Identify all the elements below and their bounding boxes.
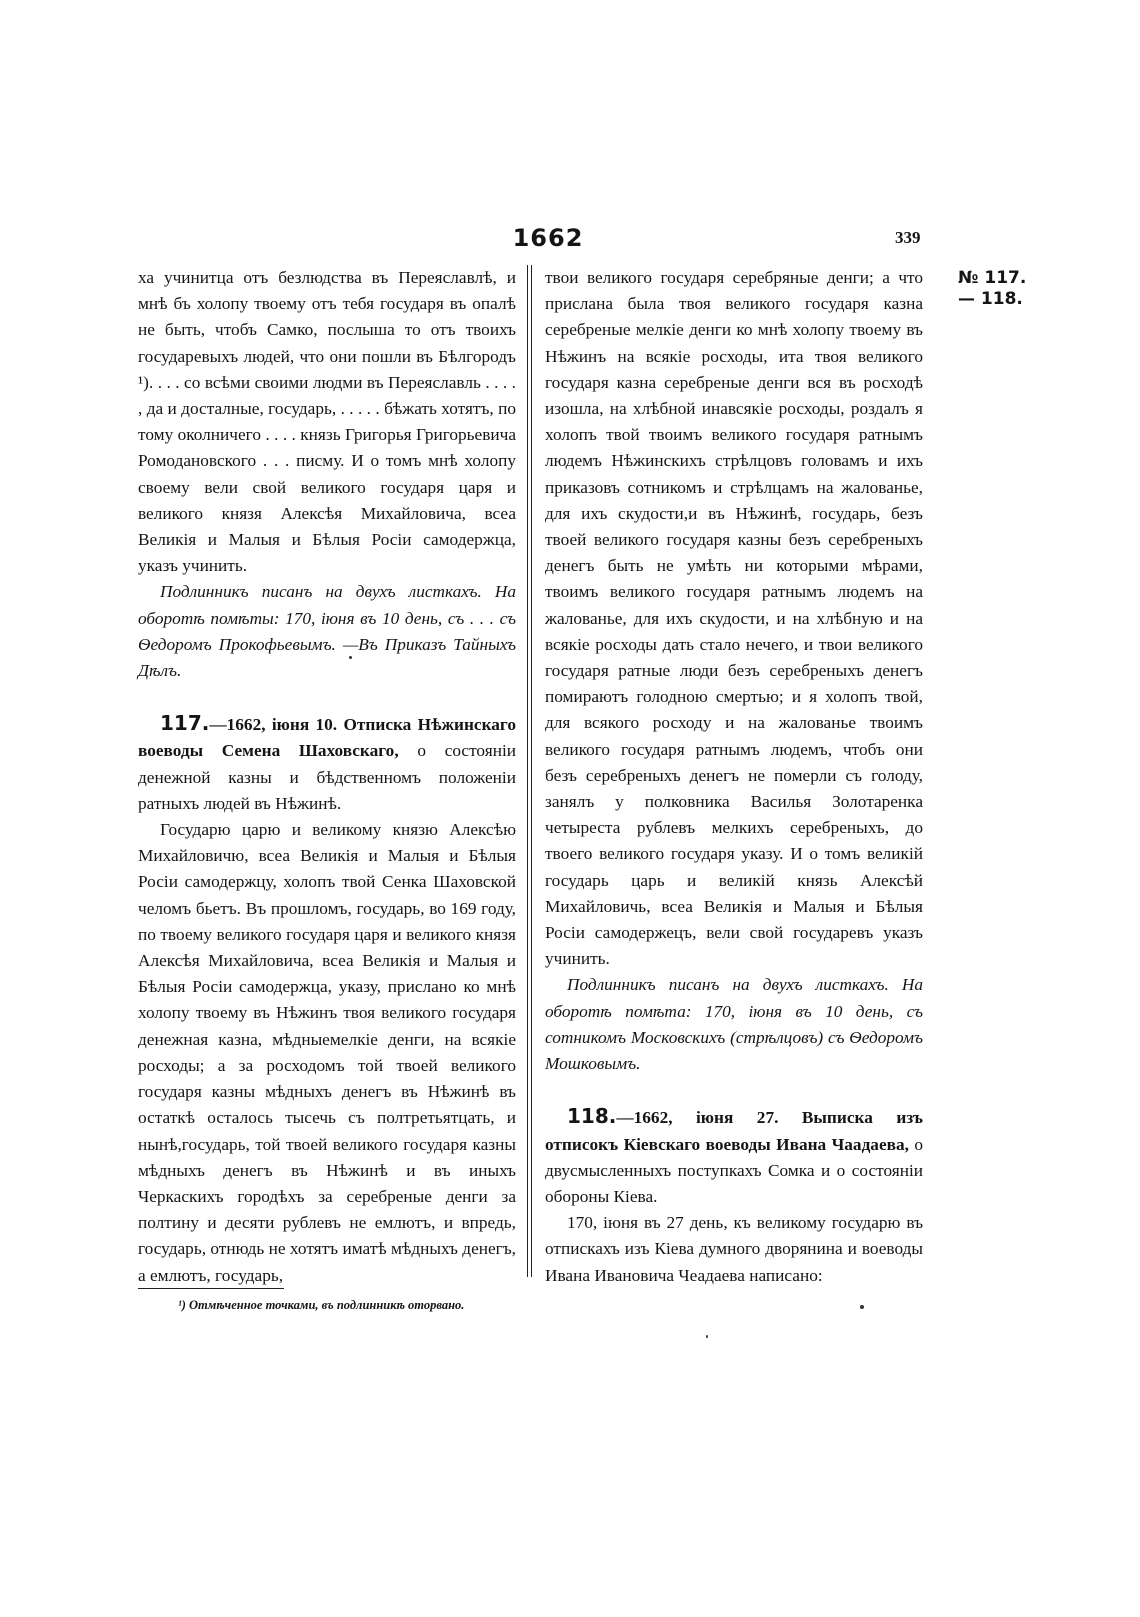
doc-118-body: 170, іюня въ 27 день, къ великому государю въ отпискахъ изъ Кіева думного дворянина и воеводы Ивана Ивановича Чеадаева написано: xyxy=(545,1213,923,1285)
doc-118-subtitle: о двусмысленныхъ поступкахъ Сомка и о состояніи обороны Кіева. xyxy=(545,1134,923,1206)
print-speck xyxy=(349,656,352,659)
right-column xyxy=(545,265,923,1289)
page-number: 339 xyxy=(895,228,921,247)
doc-118-number: 118. xyxy=(567,1104,617,1129)
spacer xyxy=(545,1077,923,1103)
continued-text: ха учинитца отъ безлюдства въ Переяславлѣ, и мнѣ бъ холопу твоему отъ тебя государя въ опалѣ не быть, чтобъ Самко, послыша то отъ твоихъ государевыхъ людей, что они пошли въ Бѣлгородъ ¹). . . . со всѣми своими людми въ Переяславль . . . . , да и досталные, государь, . . . . . бѣжать хотятъ, по тому околничего . . . . князь Григорья Григорьевича Ромодановского . . . писму. И о томъ мнѣ холопу своему вели свой великого государя царя и великого князя Алексѣя Михайловича, всеа Великія и Малыя и Бѣлыя Росіи самодержца, указъ учинить. xyxy=(138,268,516,576)
doc-117-heading xyxy=(138,710,516,817)
footnote: ¹) Отмѣченное точками, въ подлинникѣ оторвано. xyxy=(178,1298,465,1312)
page-year-header: 1662 xyxy=(512,224,584,252)
doc-117-body-left: Государю царю и великому князю Алексѣю Михайловичю, всеа Великія и Малыя и Бѣлыя Росіи самодержцу, холопъ твой Сенка Шаховской челомъ бьетъ. Въ прошломъ, государь, во 169 году, по твоему великого государя царя и великого князя Алексѣя Михайловича, всеа Великія и Малыя и Бѣлыя Росіи самодержца, указу, прислано ко мнѣ холопу твоему въ Нѣжинъ твоя великого государя денежная казна, мѣдныемелкіе денги, на всякіе росходы; а за росходомъ той твоей великого государя казны мѣдныхъ денегъ въ Нѣжинѣ въ остаткѣ осталось тысечь съ полтретьятцать, и нынѣ,государь, той твоей великого государя казны мѣдныхъ денегъ въ Нѣжинѣ и въ иныхъ Черкаскихъ городѣхъ за серебреные денги за полтину и десяти рублевъ не емлютъ, и впредь, государь, отнюдь не хотятъ иматѣ мѣдныхъ денегъ, а емлютъ, государь, xyxy=(138,820,516,1285)
doc-117-title: —1662, іюня 10. Отписка Нѣжинскаго воеводы Семена Шаховскаго, xyxy=(138,715,516,761)
doc-117-source-note: Подлинникъ писанъ на двухъ листкахъ. На оборотѣ помѣта: 170, іюня въ 10 день, съ сотникомъ Московскихъ (стрѣлцовъ) съ Ѳедоромъ Мошковымъ. xyxy=(545,975,923,1074)
print-speck xyxy=(706,1335,708,1338)
column-divider xyxy=(527,265,532,1277)
source-note-prev: Подлинникъ писанъ на двухъ листкахъ. На оборотѣ помѣты: 170, іюня въ 10 день, съ . . . съ Ѳедоромъ Прокофьевымъ. —Въ Приказъ Тайныхъ Дѣлъ. xyxy=(138,582,516,681)
margin-note-line-2: — 118. xyxy=(958,289,1023,309)
doc-117-number: 117. xyxy=(160,711,210,736)
margin-note-line-1: № 117. xyxy=(958,268,1027,288)
footnote-rule xyxy=(138,1288,284,1289)
doc-117-subtitle: о состояніи денежной казны и бѣдственномъ положеніи ратныхъ людей въ Нѣжинѣ. xyxy=(138,741,516,813)
spacer xyxy=(138,684,516,710)
margin-document-numbers xyxy=(958,268,1026,310)
doc-118-title: —1662, іюня 27. Выписка изъ отписокъ Кіевскаго воеводы Ивана Чаадаева, xyxy=(545,1108,923,1154)
print-speck xyxy=(860,1305,864,1309)
left-column xyxy=(138,265,516,1289)
doc-117-body-right: твои великого государя серебряные денги; а что прислана была твоя великого государя казна серебреные мелкіе денги ко мнѣ холопу твоему въ Нѣжинъ на всякіе росходы, ита твоя великого государя казна серебреные денги вся въ росходѣ изошла, на хлѣбной инавсякіе росходы, роздалъ я холопъ твой твоимъ великого государя ратнымъ людемъ Нѣжинскихъ стрѣлцовъ головамъ и ихъ приказовъ сотникомъ и стрѣлцамъ на жалованье, для ихъ скудости,и въ Нѣжинѣ, государь, безъ твоей великого государя казны безъ серебреныхъ денегъ быть не умѣть ни которыми мѣрами, твоимъ великого государя ратнымъ людемъ на жалованье, для ихъ скудости, и на хлѣбную и на всякіе росходы дать стало нечего, и твои великого государя ратные люди безъ серебреныхъ денегъ помираютъ голодною смертью; и я холопъ твой, для всякого росходу и на жалованье твоимъ великого государя ратнымъ людемъ, чтобъ они безъ серебреныхъ денегъ не померли съ голоду, занялъ у полковника Василья Золотаренка четыреста рублевъ мелкихъ серебреныхъ, до твоего великого государя указу. И о томъ великій государь царь и великій князь Алексѣй Михайловичь, всеа Великія и Малыя и Бѣлыя Росіи самодержецъ, вели свой государевъ указъ учинить. xyxy=(545,268,923,969)
doc-118-heading xyxy=(545,1103,923,1210)
